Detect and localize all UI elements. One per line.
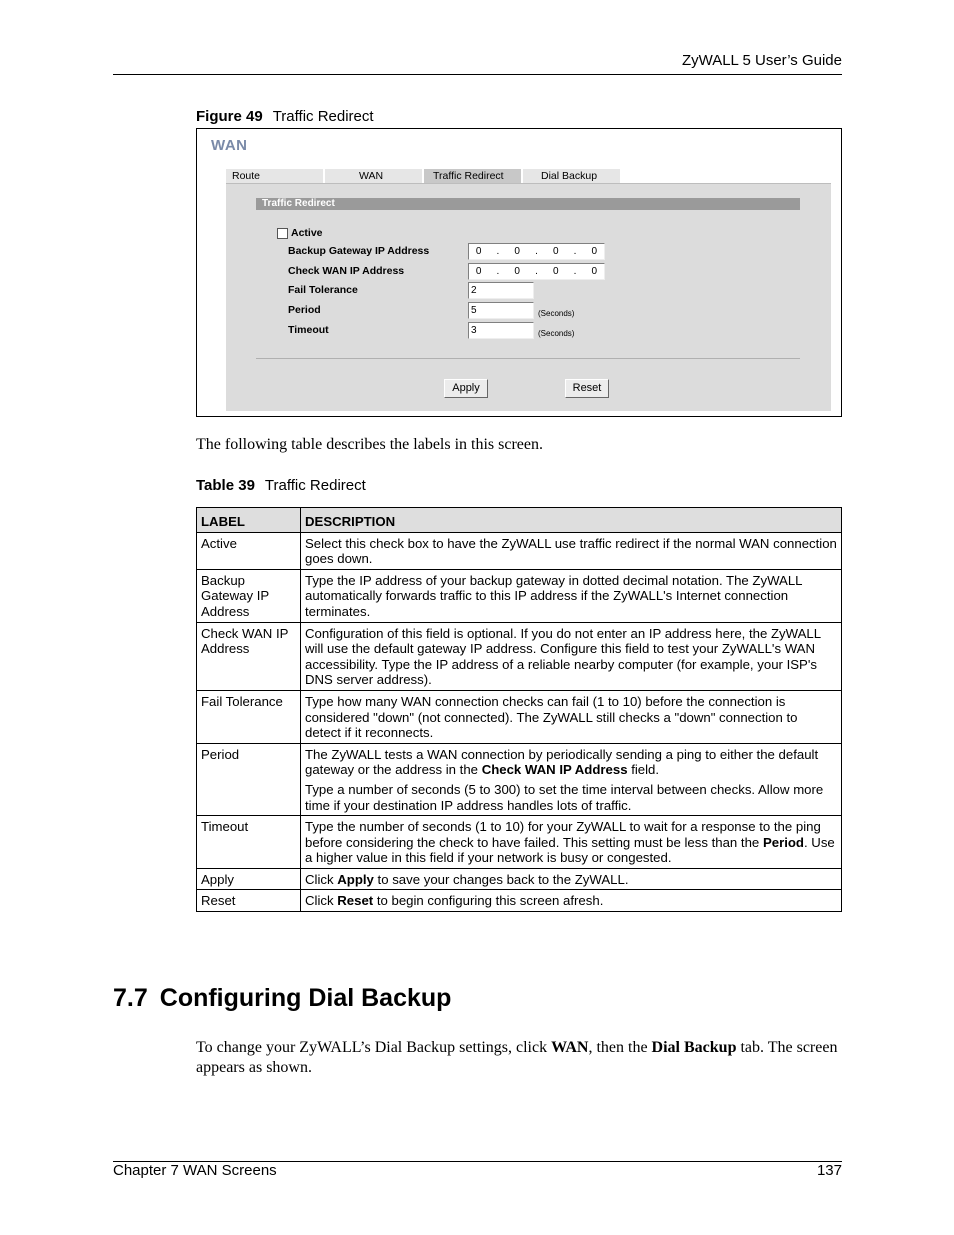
footer-chapter: Chapter 7 WAN Screens xyxy=(113,1162,277,1179)
tab-wan[interactable]: WAN xyxy=(325,169,422,183)
check-wan-label: Check WAN IP Address xyxy=(288,265,405,277)
tab-route[interactable]: Route xyxy=(226,169,323,183)
header-label: LABEL xyxy=(197,508,301,533)
period-unit: (Seconds) xyxy=(538,309,575,318)
table-row xyxy=(197,816,842,869)
fail-tolerance-label: Fail Tolerance xyxy=(288,284,358,296)
period-label: Period xyxy=(288,304,321,316)
tab-traffic-redirect[interactable]: Traffic Redirect xyxy=(424,169,521,183)
row-label: Backup Gateway IP Address xyxy=(197,569,301,622)
table-label: Table 39 xyxy=(196,477,255,494)
row-label: Apply xyxy=(197,868,301,890)
backup-gateway-label: Backup Gateway IP Address xyxy=(288,245,430,257)
figure-title: Traffic Redirect xyxy=(272,108,374,125)
row-description: Click Reset to begin configuring this screen afresh. xyxy=(301,890,842,912)
row-label: Check WAN IP Address xyxy=(197,622,301,690)
table-row xyxy=(197,569,842,622)
active-checkbox[interactable] xyxy=(277,228,288,239)
panel-separator xyxy=(256,358,800,359)
row-description: Configuration of this field is optional. If you do not enter an IP address here, the ZyWALL will use the default gateway IP address. Configure this field to test your ZyWALL's WAN accessibility. Type the IP address of a reliable nearby computer (for example, your ISP's DNS server address). xyxy=(301,622,842,690)
row-description: Select this check box to have the ZyWALL use traffic redirect if the normal WAN connection goes down. xyxy=(301,532,842,569)
traffic-redirect-screenshot xyxy=(196,128,842,417)
row-description: The ZyWALL tests a WAN connection by periodically sending a ping to either the default gateway or the address in the Check WAN IP Address field. Type a number of seconds (5 to 300) to set the time interval between checks. Allow more time if your destination IP address handles lots of traffic. xyxy=(301,743,842,815)
active-label: Active xyxy=(291,227,323,239)
row-description: Type the IP address of your backup gateway in dotted decimal notation. The ZyWALL automatically forwards traffic to this IP address if the ZyWALL's Internet connection terminates. xyxy=(301,569,842,622)
backup-gateway-ip-input[interactable]: 0 . 0 . 0 . 0 xyxy=(468,243,605,260)
body-paragraph: To change your ZyWALL’s Dial Backup settings, click WAN, then the Dial Backup tab. The screen appears as shown. xyxy=(196,1039,838,1076)
row-label: Active xyxy=(197,532,301,569)
reset-button[interactable]: Reset xyxy=(565,379,609,398)
tab-dial-backup[interactable]: Dial Backup xyxy=(523,169,620,183)
row-description: Click Apply to save your changes back to the ZyWALL. xyxy=(301,868,842,890)
table-row xyxy=(197,743,842,815)
table-row xyxy=(197,890,842,912)
header-description: DESCRIPTION xyxy=(301,508,842,533)
section-heading xyxy=(113,984,451,1013)
row-description: Type how many WAN connection checks can fail (1 to 10) before the connection is considered "down" (not connected). The ZyWALL still checks a "down" connection to detect if it reconnects. xyxy=(301,690,842,743)
timeout-label: Timeout xyxy=(288,324,329,336)
apply-button[interactable]: Apply xyxy=(444,379,488,398)
labels-table xyxy=(196,507,842,912)
row-label: Fail Tolerance xyxy=(197,690,301,743)
section-number: 7.7 xyxy=(113,984,148,1012)
figure-caption xyxy=(196,108,374,125)
check-wan-ip-input[interactable]: 0 . 0 . 0 . 0 xyxy=(468,263,605,280)
figure-label: Figure 49 xyxy=(196,108,263,125)
table-row xyxy=(197,868,842,890)
timeout-unit: (Seconds) xyxy=(538,329,575,338)
intro-text: The following table describes the labels in this screen. xyxy=(196,436,544,453)
page-number: 137 xyxy=(816,1162,842,1179)
table-row xyxy=(197,690,842,743)
table-title: Traffic Redirect xyxy=(264,477,366,494)
timeout-input[interactable]: 3 xyxy=(468,322,534,339)
table-header-row xyxy=(197,508,842,533)
row-description: Type the number of seconds (1 to 10) for your ZyWALL to wait for a response to the ping before considering the check to have failed. This setting must be less than the Period. Use a higher value in this field if your network is busy or congested. xyxy=(301,816,842,869)
section-title: Configuring Dial Backup xyxy=(159,984,452,1012)
table-row xyxy=(197,622,842,690)
settings-panel xyxy=(226,183,831,411)
table-caption xyxy=(196,477,366,494)
period-input[interactable]: 5 xyxy=(468,302,534,319)
row-label: Reset xyxy=(197,890,301,912)
screen-title: WAN xyxy=(211,137,248,154)
table-row xyxy=(197,532,842,569)
header-rule xyxy=(113,74,842,75)
section-title-bar: Traffic Redirect xyxy=(256,198,800,210)
fail-tolerance-input[interactable]: 2 xyxy=(468,282,534,299)
row-label: Timeout xyxy=(197,816,301,869)
row-label: Period xyxy=(197,743,301,815)
running-header: ZyWALL 5 User’s Guide xyxy=(681,52,842,69)
